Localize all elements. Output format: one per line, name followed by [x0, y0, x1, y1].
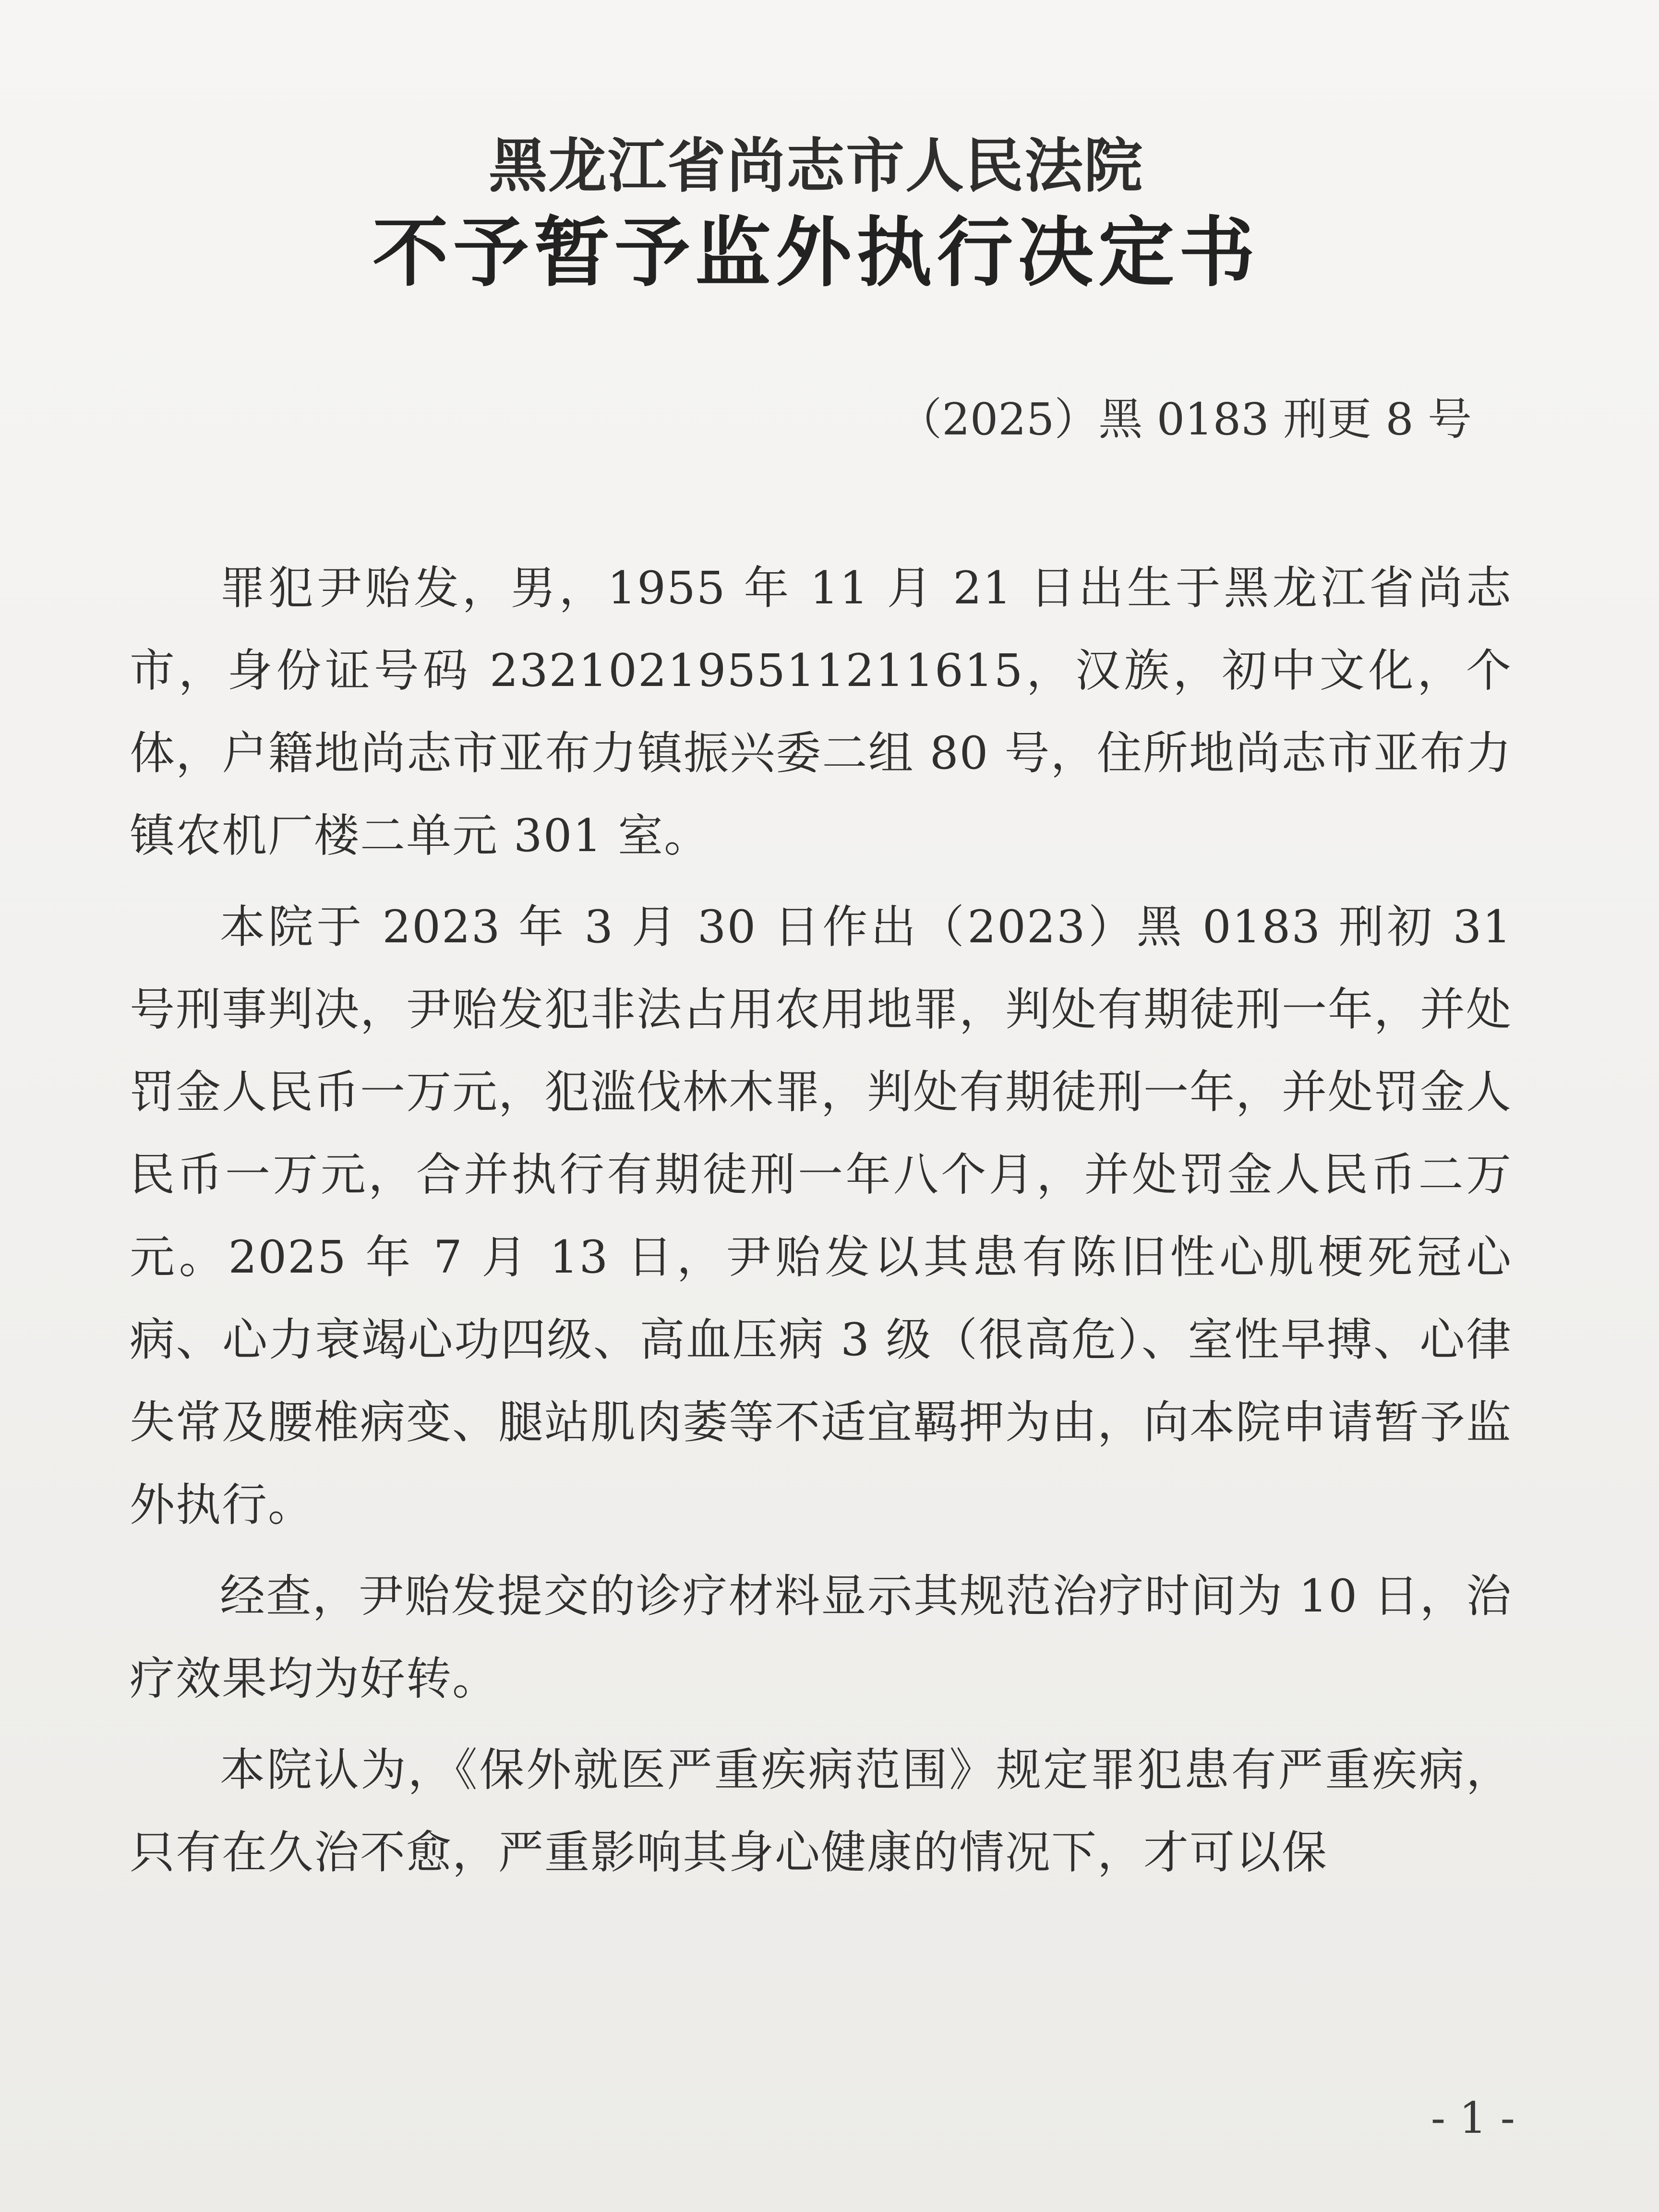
- paragraph-court-opinion: 本院认为，《保外就医严重疾病范围》规定罪犯患有严重疾病，只有在久治不愈，严重影响其身心健康的情况下，才可以保: [130, 1744, 1512, 1879]
- paragraph-criminal-info: 罪犯尹贻发，男，1955 年 11 月 21 日出生于黑龙江省尚志市，身份证号码 232102195511211615，汉族，初中文化，个体，户籍地尚志市亚布力镇振兴委二组 80 号，住所地尚志市亚布力镇农机厂楼二单元 301 室。: [130, 562, 1512, 862]
- page-number: - 1 -: [1431, 2093, 1515, 2143]
- paragraph-judgment: 本院于 2023 年 3 月 30 日作出（2023）黑 0183 刑初 31 号刑事判决，尹贻发犯非法占用农用地罪，判处有期徒刑一年，并处罚金人民币一万元，犯滥伐林木罪，判处有期徒刑一年，并处罚金人民币一万元，合并执行有期徒刑一年八个月，并处罚金人民币二万元。2025 年 7 月 13 日，尹贻发以其患有陈旧性心肌梗死冠心病、心力衰竭心功四级、高血压病 3 级（很高危）、室性早搏、心律失常及腰椎病变、腿站肌肉萎等不适宜羁押为由，向本院申请暂予监外执行。: [130, 901, 1513, 1531]
- court-name: 黑龙江省尚志市人民法院: [489, 131, 1143, 200]
- document-body: [130, 547, 1512, 1903]
- document-title: 不予暂予监外执行决定书: [373, 209, 1260, 297]
- case-number: （2025）黑 0183 刑更 8 号: [898, 394, 1472, 445]
- paragraph-investigation: 经查，尹贻发提交的诊疗材料显示其规范治疗时间为 10 日，治疗效果均为好转。: [130, 1570, 1512, 1705]
